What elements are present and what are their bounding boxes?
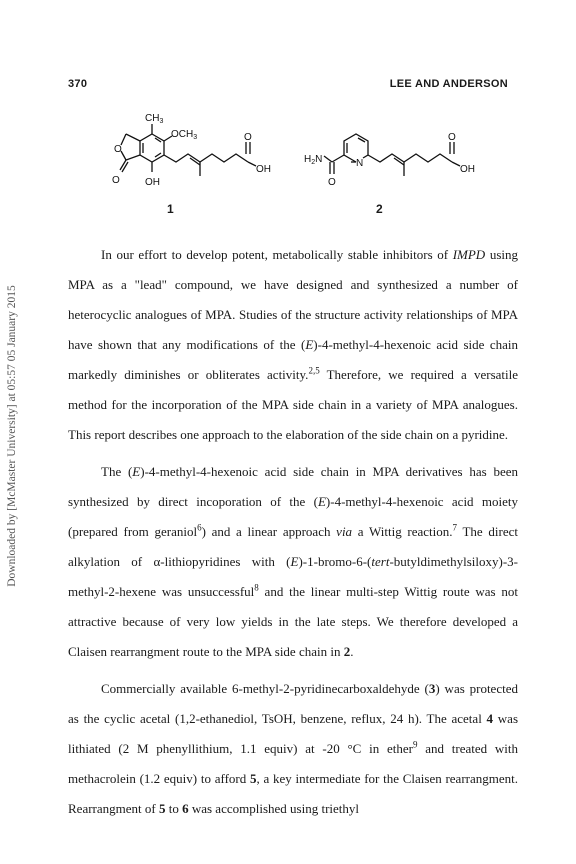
text-run: to (165, 801, 183, 816)
text-run: )-4-methyl-4-hexenoic acid moiety (prepared from geraniol (68, 494, 518, 539)
reference-superscript: 6 (197, 522, 202, 533)
atom-acid-o-2: O (448, 132, 456, 143)
text-run: E (317, 494, 326, 509)
text-run: )-4-methyl-4-hexenoic acid side chain markedly diminishes or obliterates activity. (68, 337, 519, 382)
page-number: 370 (68, 78, 88, 90)
body-text (68, 240, 518, 831)
text-run: via (336, 524, 353, 539)
text-run: was lithiated (2 M phenyllithium, 1.1 equiv) at -20 °C in ether (68, 711, 518, 756)
text-run: E (305, 337, 314, 352)
atom-ring-o: O (114, 144, 122, 155)
text-run: IMPD (452, 247, 486, 262)
text-run: 5 (249, 771, 257, 786)
running-head: LEE AND ANDERSON (389, 78, 508, 90)
text-run: and treated with methacrolein (1.2 equiv) to afford (68, 741, 519, 786)
atom-h2n: $H_2N$ (304, 154, 323, 166)
download-watermark: Downloaded by [McMaster University] at 05:57 05 January 2015 (6, 285, 18, 587)
text-run: 5 (158, 801, 166, 816)
text-run: ) was protected as the cyclic acetal (1,2-ethanediol, TsOH, benzene, reflux, 24 h). The acetal (68, 681, 518, 726)
text-run: a Wittig reaction. (352, 524, 453, 539)
text-run: )-4-methyl-4-hexenoic acid side chain in MPA derivatives has been synthesized by direct incoporation of the ( (68, 464, 518, 509)
text-run: In our effort to develop potent, metabolically stable inhibitors of (101, 247, 453, 262)
text-run: -butyldimethylsiloxy)-3-methyl-2-hexene was unsuccessful (68, 554, 518, 599)
structure-2-bonds (324, 134, 460, 176)
reference-superscript: 9 (412, 739, 418, 750)
text-run: 2 (343, 644, 351, 659)
chemical-structures (0, 90, 576, 210)
atom-amide-o: O (328, 177, 336, 188)
text-run: 4 (486, 711, 494, 726)
text-run: was accomplished using triethyl (188, 801, 360, 816)
text-run: and the linear multi-step Wittig route was not attractive because of very low yields in the late steps. We therefore developed a Claisen rearrangment route to the MPA side chain in (68, 584, 518, 659)
compound-label-1: 1 (167, 202, 174, 216)
text-run: using MPA as a "lead" compound, we have designed and synthesized a number of heterocyclic analogues of MPA. Studies of the structure activity relationships of MPA have shown that any modifications of the ( (68, 247, 518, 352)
text-run: The direct alkylation of α-lithiopyridines with ( (68, 524, 518, 569)
compound-label-2: 2 (376, 202, 383, 216)
paragraph (68, 240, 518, 450)
text-run: ) and a linear approach (201, 524, 337, 539)
atom-n: N (356, 158, 364, 169)
atom-acid-o: O (244, 132, 252, 143)
reference-superscript: 7 (452, 522, 458, 533)
atom-acid-oh-2: OH (460, 164, 475, 175)
text-run: E (290, 554, 299, 569)
atom-carbonyl-o: O (112, 175, 120, 186)
paragraph (68, 457, 518, 667)
text-run: , a key intermediate for the Claisen rearrangment. Rearrangment of (68, 771, 518, 816)
atom-ch3: $CH_3$ (145, 113, 164, 125)
paragraph (68, 674, 518, 824)
text-run: Commercially available 6-methyl-2-pyridinecarboxaldehyde ( (101, 681, 429, 696)
atom-oh: OH (145, 177, 160, 188)
reference-superscript: 8 (254, 582, 259, 593)
text-run: E (132, 464, 141, 479)
text-run: Therefore, we required a versatile method for the incorporation of the MPA side chain in a variety of MPA analogues. This report describes one approach to the elaboration of the side chain on a pyridine. (68, 367, 519, 442)
text-run: . (350, 644, 354, 659)
reference-superscript: 2,5 (308, 365, 320, 376)
atom-och3: $OCH_3$ (171, 129, 198, 141)
text-run: tert (371, 554, 390, 569)
structure-1-atoms (112, 113, 271, 188)
text-run: 3 (428, 681, 436, 696)
atom-acid-oh: OH (256, 164, 271, 175)
text-run: )-1-bromo-6-( (298, 554, 372, 569)
text-run: The ( (101, 464, 133, 479)
text-run: 6 (182, 801, 189, 816)
